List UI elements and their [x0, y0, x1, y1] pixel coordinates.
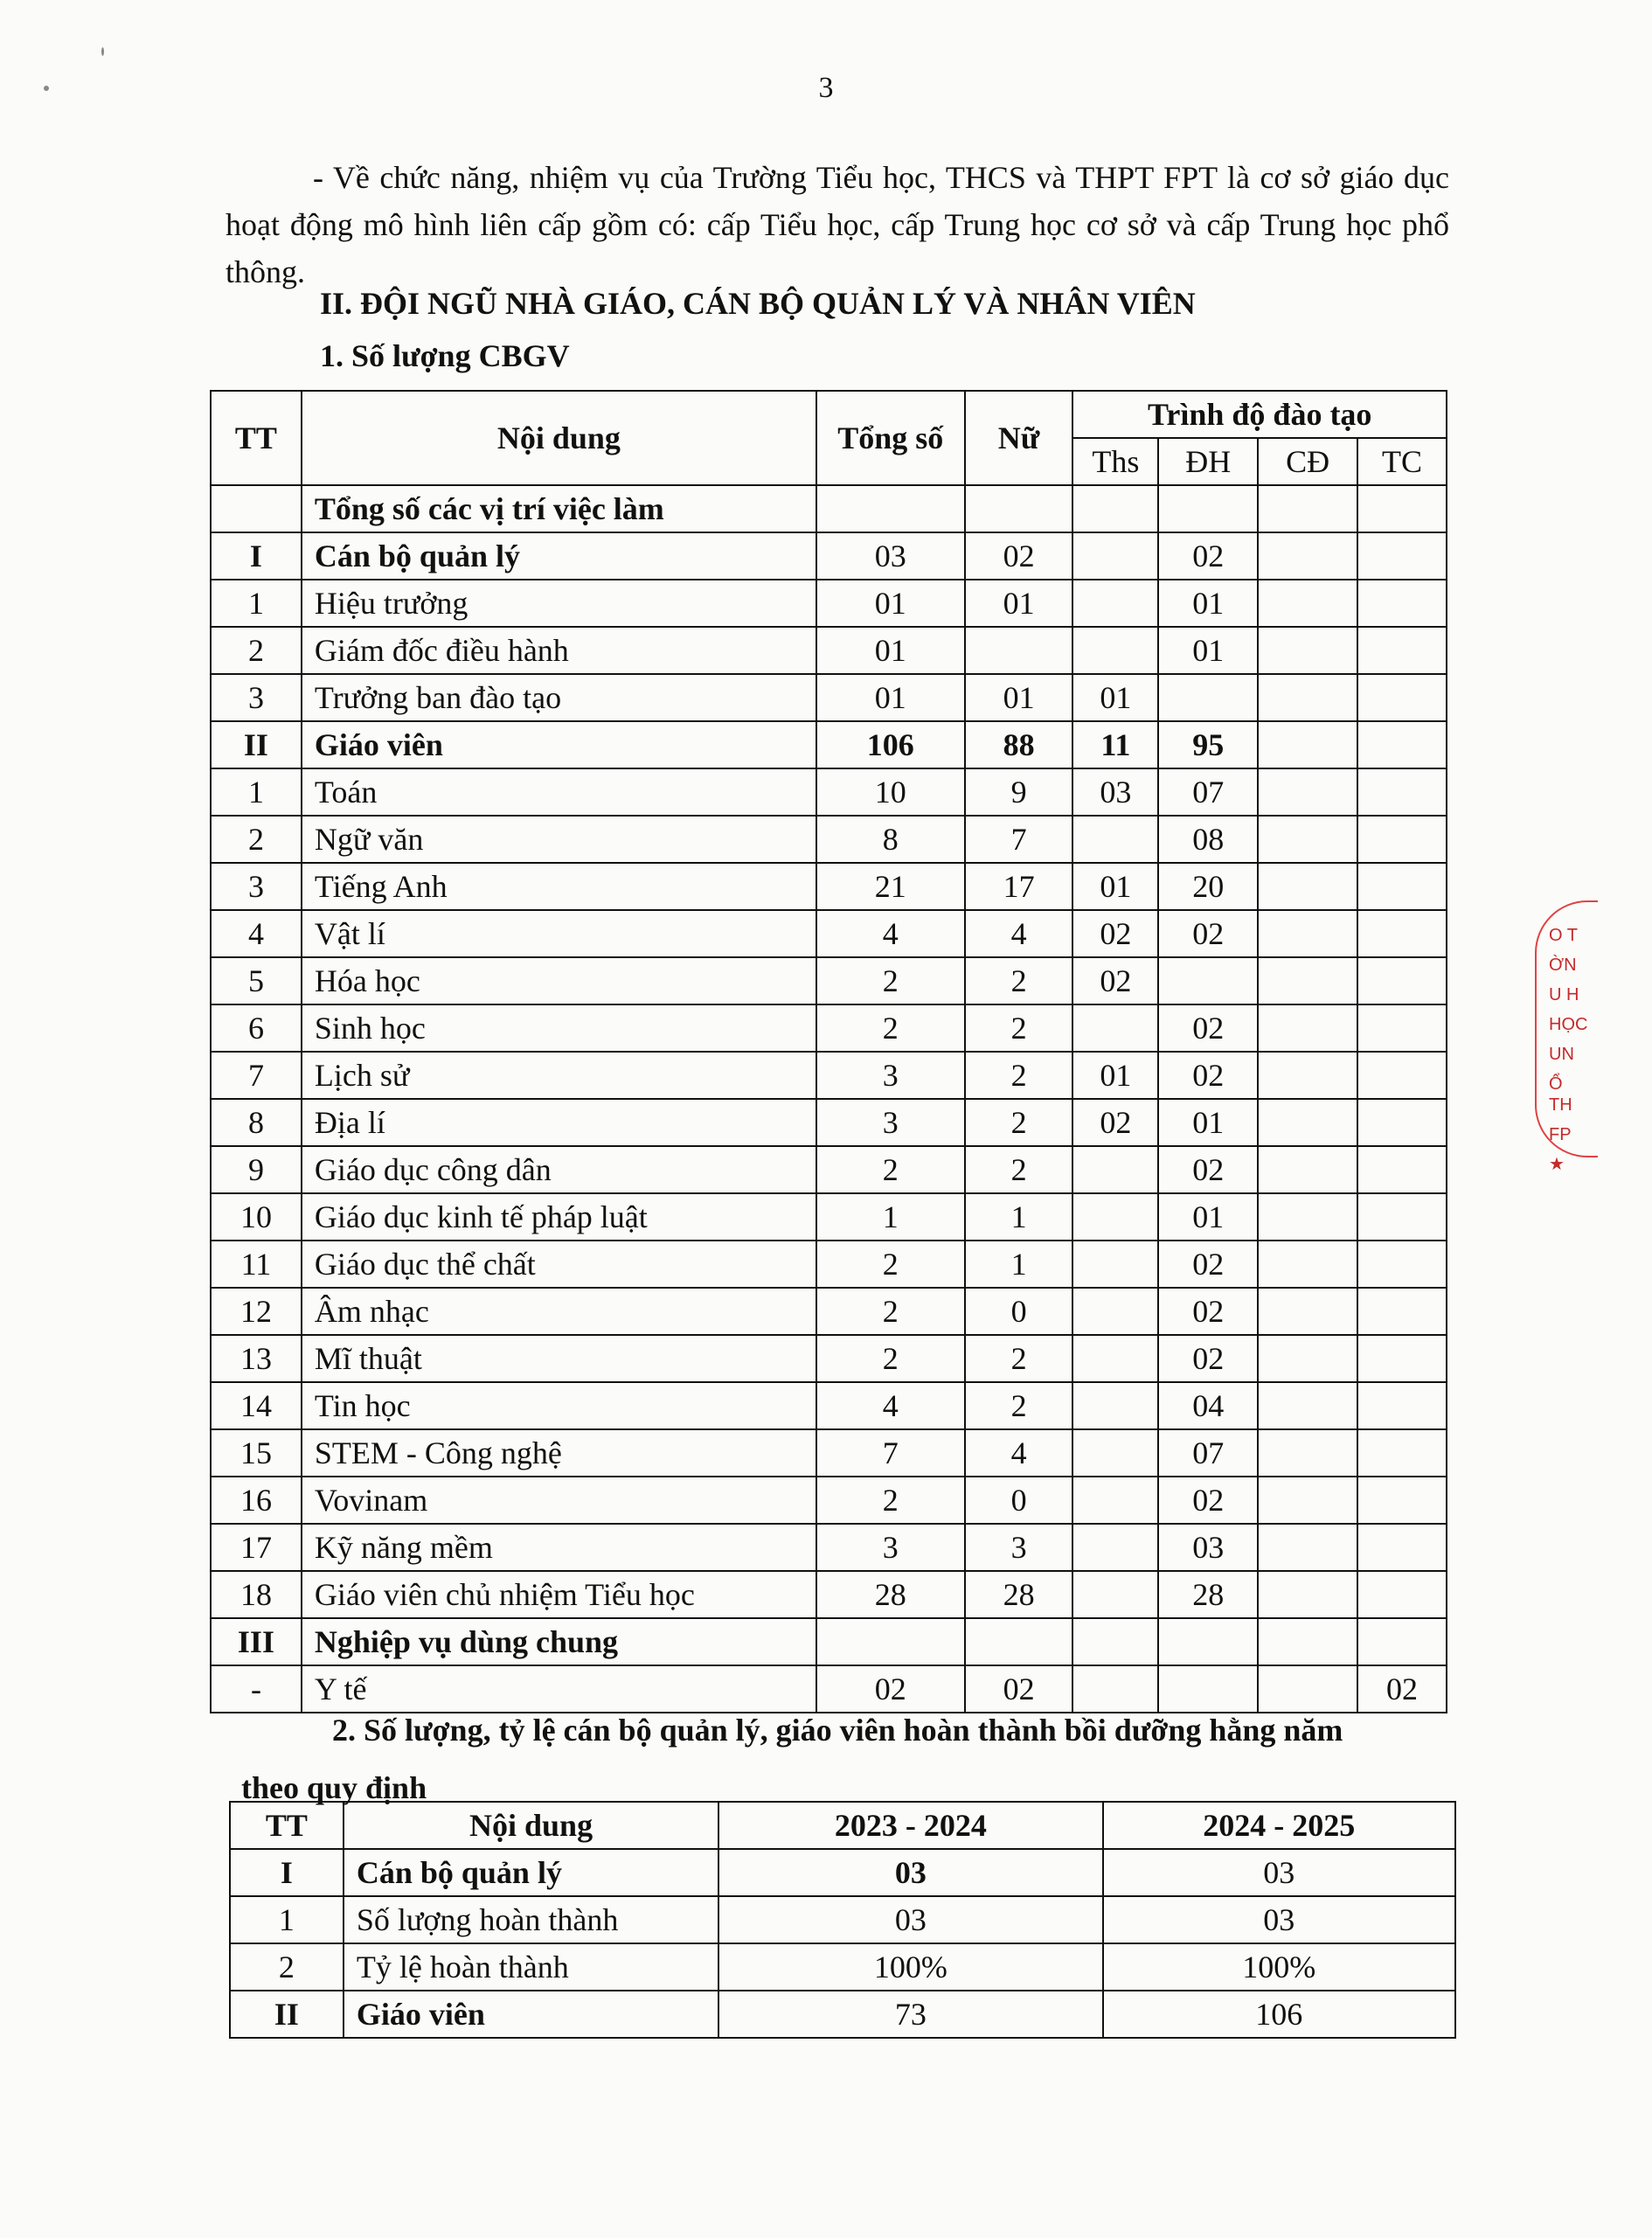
row-tt: 11: [211, 1241, 302, 1288]
row-dh: 02: [1158, 532, 1258, 580]
header-cd: CĐ: [1258, 438, 1357, 485]
row-cd: [1258, 1004, 1357, 1052]
row-content: Tổng số các vị trí việc làm: [302, 485, 816, 532]
row-tt: 9: [211, 1146, 302, 1193]
row-ths: [1072, 816, 1158, 863]
scan-speck: [101, 47, 104, 56]
row-tc: [1357, 532, 1447, 580]
row-total: 02: [816, 1665, 965, 1713]
page-number: 3: [818, 72, 834, 104]
row-tt: 2: [230, 1943, 344, 1991]
header-total: Tổng số: [816, 391, 965, 485]
row-ths: [1072, 1193, 1158, 1241]
row-female: 17: [965, 863, 1073, 910]
row-female: [965, 627, 1073, 674]
header-content: Nội dung: [302, 391, 816, 485]
row-cd: [1258, 1477, 1357, 1524]
row-tt: 2: [211, 816, 302, 863]
row-ths: [1072, 1618, 1158, 1665]
row-dh: [1158, 674, 1258, 721]
table-row: [211, 627, 1447, 674]
row-cd: [1258, 1665, 1357, 1713]
row-female: [965, 485, 1073, 532]
row-cd: [1258, 532, 1357, 580]
row-cd: [1258, 1382, 1357, 1429]
table-row: [211, 1288, 1447, 1335]
row-total: [816, 485, 965, 532]
row-tc: [1357, 1146, 1447, 1193]
row-dh: 02: [1158, 1335, 1258, 1382]
row-total: 106: [816, 721, 965, 768]
row-female: 01: [965, 674, 1073, 721]
row-ths: [1072, 580, 1158, 627]
row-tc: [1357, 1335, 1447, 1382]
row-dh: 02: [1158, 1146, 1258, 1193]
row-dh: [1158, 1618, 1258, 1665]
row-tt: 7: [211, 1052, 302, 1099]
row-content: Trưởng ban đào tạo: [302, 674, 816, 721]
row-ths: [1072, 1335, 1158, 1382]
row-female: 4: [965, 1429, 1073, 1477]
row-year-2023-2024: 03: [718, 1849, 1102, 1896]
header-female: Nữ: [965, 391, 1073, 485]
row-female: 7: [965, 816, 1073, 863]
table-row: [211, 674, 1447, 721]
row-dh: 07: [1158, 1429, 1258, 1477]
row-year-2024-2025: 106: [1103, 1991, 1455, 2038]
row-dh: 20: [1158, 863, 1258, 910]
row-cd: [1258, 580, 1357, 627]
row-total: 2: [816, 1146, 965, 1193]
seal-line: ★: [1549, 1155, 1565, 1174]
row-total: 4: [816, 1382, 965, 1429]
table-row: [211, 1004, 1447, 1052]
scan-speck: [44, 86, 49, 91]
row-content: Cán bộ quản lý: [344, 1849, 718, 1896]
row-tc: [1357, 627, 1447, 674]
row-female: 28: [965, 1571, 1073, 1618]
row-ths: 02: [1072, 910, 1158, 957]
row-content: Nghiệp vụ dùng chung: [302, 1618, 816, 1665]
table-row: [211, 1241, 1447, 1288]
row-tc: [1357, 1571, 1447, 1618]
row-female: 2: [965, 1382, 1073, 1429]
row-dh: 01: [1158, 580, 1258, 627]
row-cd: [1258, 1524, 1357, 1571]
row-female: 2: [965, 1146, 1073, 1193]
table-row: [211, 1429, 1447, 1477]
red-seal-stamp: [1538, 900, 1588, 1174]
row-total: 03: [816, 532, 965, 580]
seal-line: U H: [1549, 985, 1579, 1004]
row-content: Giám đốc điều hành: [302, 627, 816, 674]
row-dh: [1158, 957, 1258, 1004]
row-tt: 17: [211, 1524, 302, 1571]
row-dh: 07: [1158, 768, 1258, 816]
row-content: Cán bộ quản lý: [302, 532, 816, 580]
table-row: [211, 1052, 1447, 1099]
row-total: 2: [816, 957, 965, 1004]
row-total: 3: [816, 1052, 965, 1099]
row-tc: [1357, 768, 1447, 816]
row-content: Tiếng Anh: [302, 863, 816, 910]
row-tt: I: [211, 532, 302, 580]
header-year-2024-2025: 2024 - 2025: [1103, 1802, 1455, 1849]
row-dh: 01: [1158, 627, 1258, 674]
table-row: [211, 721, 1447, 768]
row-content: Giáo dục thể chất: [302, 1241, 816, 1288]
training-completion-table: [229, 1801, 1456, 2039]
row-cd: [1258, 1618, 1357, 1665]
row-dh: 04: [1158, 1382, 1258, 1429]
row-female: 02: [965, 532, 1073, 580]
row-cd: [1258, 768, 1357, 816]
row-female: 0: [965, 1477, 1073, 1524]
row-tt: 5: [211, 957, 302, 1004]
row-ths: 01: [1072, 863, 1158, 910]
seal-line: UN: [1549, 1045, 1574, 1064]
row-total: 01: [816, 580, 965, 627]
row-total: 2: [816, 1335, 965, 1382]
table-row: [211, 863, 1447, 910]
row-year-2023-2024: 100%: [718, 1943, 1102, 1991]
table-row: [211, 580, 1447, 627]
row-tt: 3: [211, 674, 302, 721]
row-dh: 01: [1158, 1193, 1258, 1241]
intro-paragraph: [226, 154, 1449, 295]
row-content: Sinh học: [302, 1004, 816, 1052]
row-tc: [1357, 957, 1447, 1004]
seal-line: FP: [1549, 1125, 1572, 1144]
row-total: 8: [816, 816, 965, 863]
row-dh: 03: [1158, 1524, 1258, 1571]
staff-count-table: [210, 390, 1447, 1713]
intro-text: - Về chức năng, nhiệm vụ của Trường Tiểu học, THCS và THPT FPT là cơ sở giáo dục hoạt động mô hình liên cấp gồm có: cấp Tiểu học, cấp Trung học cơ sở và cấp Trung học phổ thông.: [226, 160, 1449, 289]
row-female: 9: [965, 768, 1073, 816]
row-ths: [1072, 1241, 1158, 1288]
row-tc: [1357, 1004, 1447, 1052]
row-content: Địa lí: [302, 1099, 816, 1146]
row-content: Mĩ thuật: [302, 1335, 816, 1382]
row-female: 1: [965, 1193, 1073, 1241]
table-row: [211, 1193, 1447, 1241]
row-cd: [1258, 721, 1357, 768]
row-cd: [1258, 485, 1357, 532]
table-row: [230, 1991, 1455, 2038]
row-ths: 01: [1072, 1052, 1158, 1099]
row-ths: [1072, 1382, 1158, 1429]
row-tt: 12: [211, 1288, 302, 1335]
row-dh: 02: [1158, 1241, 1258, 1288]
row-ths: 02: [1072, 1099, 1158, 1146]
row-cd: [1258, 1335, 1357, 1382]
row-dh: 02: [1158, 1477, 1258, 1524]
row-tt: 13: [211, 1335, 302, 1382]
row-tc: [1357, 1193, 1447, 1241]
row-tt: [211, 485, 302, 532]
row-ths: [1072, 1146, 1158, 1193]
row-total: 3: [816, 1099, 965, 1146]
row-total: 2: [816, 1004, 965, 1052]
row-tt: I: [230, 1849, 344, 1896]
row-tt: 3: [211, 863, 302, 910]
row-cd: [1258, 1241, 1357, 1288]
table-row: [211, 532, 1447, 580]
row-cd: [1258, 1288, 1357, 1335]
header-year-2023-2024: 2023 - 2024: [718, 1802, 1102, 1849]
header-tc: TC: [1357, 438, 1447, 485]
row-ths: 01: [1072, 674, 1158, 721]
row-content: Giáo dục kinh tế pháp luật: [302, 1193, 816, 1241]
row-cd: [1258, 1193, 1357, 1241]
row-ths: 02: [1072, 957, 1158, 1004]
row-tc: 02: [1357, 1665, 1447, 1713]
row-female: 02: [965, 1665, 1073, 1713]
table-row: [211, 1382, 1447, 1429]
row-ths: [1072, 532, 1158, 580]
row-female: 1: [965, 1241, 1073, 1288]
row-content: Ngữ văn: [302, 816, 816, 863]
row-female: 2: [965, 1052, 1073, 1099]
table-row: [211, 1146, 1447, 1193]
row-year-2024-2025: 100%: [1103, 1943, 1455, 1991]
row-ths: [1072, 1571, 1158, 1618]
row-tc: [1357, 1524, 1447, 1571]
row-total: [816, 1618, 965, 1665]
subheading-training-line1: 2. Số lượng, tỷ lệ cán bộ quản lý, giáo viên hoàn thành bồi dưỡng hằng năm: [332, 1713, 1343, 1748]
row-tt: 6: [211, 1004, 302, 1052]
row-content: STEM - Công nghệ: [302, 1429, 816, 1477]
row-total: 1: [816, 1193, 965, 1241]
row-tt: 10: [211, 1193, 302, 1241]
row-total: 2: [816, 1477, 965, 1524]
row-dh: 28: [1158, 1571, 1258, 1618]
seal-line: O T: [1549, 926, 1578, 945]
row-female: 3: [965, 1524, 1073, 1571]
row-cd: [1258, 863, 1357, 910]
table-row: [211, 1665, 1447, 1713]
header-dh: ĐH: [1158, 438, 1258, 485]
row-dh: [1158, 1665, 1258, 1713]
row-tc: [1357, 1382, 1447, 1429]
row-content: Giáo viên chủ nhiệm Tiểu học: [302, 1571, 816, 1618]
row-female: 0: [965, 1288, 1073, 1335]
row-ths: [1072, 1524, 1158, 1571]
row-content: Hóa học: [302, 957, 816, 1004]
row-content: Tin học: [302, 1382, 816, 1429]
row-female: 01: [965, 580, 1073, 627]
row-tt: 15: [211, 1429, 302, 1477]
row-tt: II: [230, 1991, 344, 2038]
row-cd: [1258, 627, 1357, 674]
table-row: [211, 816, 1447, 863]
row-content: Tỷ lệ hoàn thành: [344, 1943, 718, 1991]
table-row: [211, 1571, 1447, 1618]
row-ths: [1072, 627, 1158, 674]
row-tc: [1357, 721, 1447, 768]
row-total: 2: [816, 1241, 965, 1288]
table-row: [211, 1477, 1447, 1524]
row-dh: 02: [1158, 1052, 1258, 1099]
table-row: [211, 910, 1447, 957]
row-content: Vovinam: [302, 1477, 816, 1524]
row-content: Y tế: [302, 1665, 816, 1713]
row-total: 21: [816, 863, 965, 910]
table-row: [211, 1099, 1447, 1146]
row-total: 01: [816, 627, 965, 674]
row-total: 2: [816, 1288, 965, 1335]
subheading-training-line2: theo quy định: [241, 1770, 427, 1805]
row-dh: 02: [1158, 1004, 1258, 1052]
row-female: 2: [965, 1004, 1073, 1052]
row-tt: III: [211, 1618, 302, 1665]
table-row: [211, 1618, 1447, 1665]
row-cd: [1258, 957, 1357, 1004]
row-tc: [1357, 580, 1447, 627]
row-cd: [1258, 1052, 1357, 1099]
seal-border: [1535, 900, 1598, 1157]
row-year-2024-2025: 03: [1103, 1849, 1455, 1896]
row-cd: [1258, 910, 1357, 957]
row-tc: [1357, 1099, 1447, 1146]
row-content: Âm nhạc: [302, 1288, 816, 1335]
row-tt: 16: [211, 1477, 302, 1524]
row-cd: [1258, 674, 1357, 721]
row-tc: [1357, 1618, 1447, 1665]
row-cd: [1258, 1146, 1357, 1193]
row-female: 2: [965, 1099, 1073, 1146]
row-dh: 95: [1158, 721, 1258, 768]
row-tt: 14: [211, 1382, 302, 1429]
row-tc: [1357, 1241, 1447, 1288]
seal-line: Ổ TH: [1549, 1074, 1572, 1115]
row-year-2023-2024: 03: [718, 1896, 1102, 1943]
row-content: Lịch sử: [302, 1052, 816, 1099]
row-tc: [1357, 863, 1447, 910]
row-ths: [1072, 1004, 1158, 1052]
row-tc: [1357, 1429, 1447, 1477]
row-tc: [1357, 1052, 1447, 1099]
row-tc: [1357, 910, 1447, 957]
row-cd: [1258, 1571, 1357, 1618]
row-ths: [1072, 1429, 1158, 1477]
row-dh: 02: [1158, 910, 1258, 957]
header-content: Nội dung: [344, 1802, 718, 1849]
row-tc: [1357, 674, 1447, 721]
training-table-body: [230, 1849, 1455, 2038]
row-content: Toán: [302, 768, 816, 816]
row-total: 28: [816, 1571, 965, 1618]
table-row: [211, 1335, 1447, 1382]
row-tc: [1357, 485, 1447, 532]
row-tt: 1: [211, 580, 302, 627]
row-cd: [1258, 816, 1357, 863]
seal-line: ỜN: [1549, 956, 1577, 975]
row-tt: II: [211, 721, 302, 768]
row-total: 7: [816, 1429, 965, 1477]
row-tt: -: [211, 1665, 302, 1713]
header-tt: TT: [230, 1802, 344, 1849]
row-tc: [1357, 1288, 1447, 1335]
staff-table-body: [211, 485, 1447, 1713]
table-row: [211, 485, 1447, 532]
table-row: [211, 768, 1447, 816]
row-content: Giáo viên: [344, 1991, 718, 2038]
row-ths: 11: [1072, 721, 1158, 768]
row-total: 3: [816, 1524, 965, 1571]
subheading-staff-count: 1. Số lượng CBGV: [320, 338, 570, 373]
row-dh: 02: [1158, 1288, 1258, 1335]
table-row: [211, 957, 1447, 1004]
row-tt: 4: [211, 910, 302, 957]
header-ths: Ths: [1072, 438, 1158, 485]
row-content: Vật lí: [302, 910, 816, 957]
row-tc: [1357, 816, 1447, 863]
row-female: 4: [965, 910, 1073, 957]
row-year-2024-2025: 03: [1103, 1896, 1455, 1943]
row-female: 88: [965, 721, 1073, 768]
row-total: 10: [816, 768, 965, 816]
row-content: Giáo viên: [302, 721, 816, 768]
row-cd: [1258, 1099, 1357, 1146]
row-year-2023-2024: 73: [718, 1991, 1102, 2038]
row-dh: [1158, 485, 1258, 532]
row-ths: 03: [1072, 768, 1158, 816]
row-tt: 1: [211, 768, 302, 816]
row-content: Kỹ năng mềm: [302, 1524, 816, 1571]
row-tt: 8: [211, 1099, 302, 1146]
row-tt: 1: [230, 1896, 344, 1943]
section-heading: II. ĐỘI NGŨ NHÀ GIÁO, CÁN BỘ QUẢN LÝ VÀ NHÂN VIÊN: [320, 286, 1196, 321]
row-cd: [1258, 1429, 1357, 1477]
header-training-level: Trình độ đào tạo: [1072, 391, 1447, 438]
row-female: 2: [965, 957, 1073, 1004]
row-dh: 01: [1158, 1099, 1258, 1146]
row-total: 4: [816, 910, 965, 957]
row-content: Số lượng hoàn thành: [344, 1896, 718, 1943]
row-female: [965, 1618, 1073, 1665]
row-ths: [1072, 1477, 1158, 1524]
row-content: Hiệu trưởng: [302, 580, 816, 627]
row-tt: 2: [211, 627, 302, 674]
table-row: [230, 1943, 1455, 1991]
row-ths: [1072, 1665, 1158, 1713]
table-row: [230, 1849, 1455, 1896]
row-dh: 08: [1158, 816, 1258, 863]
row-total: 01: [816, 674, 965, 721]
row-ths: [1072, 485, 1158, 532]
header-tt: TT: [211, 391, 302, 485]
seal-line: HỌC: [1549, 1015, 1588, 1034]
table-row: [211, 1524, 1447, 1571]
row-tc: [1357, 1477, 1447, 1524]
row-content: Giáo dục công dân: [302, 1146, 816, 1193]
row-female: 2: [965, 1335, 1073, 1382]
row-ths: [1072, 1288, 1158, 1335]
table-row: [230, 1896, 1455, 1943]
row-tt: 18: [211, 1571, 302, 1618]
